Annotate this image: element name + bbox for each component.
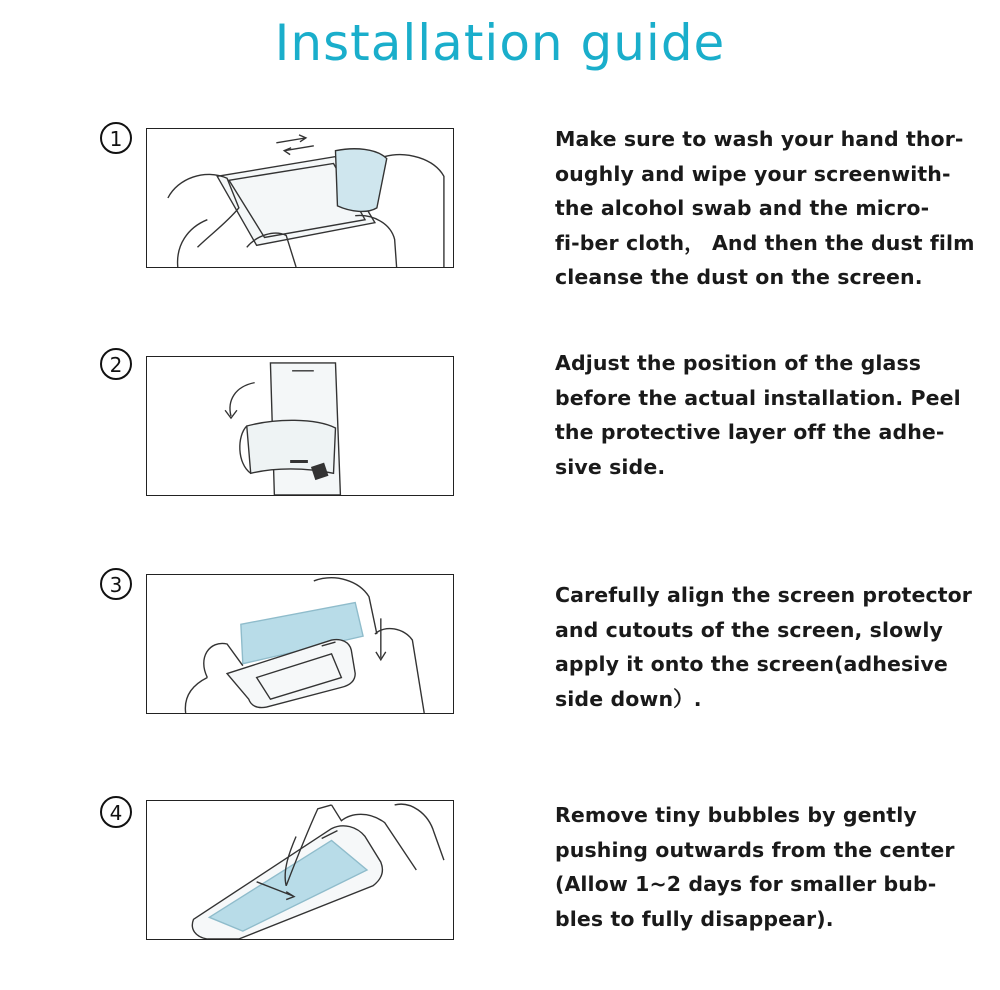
step-1-number: 1 — [100, 122, 132, 154]
step-2-illustration — [146, 356, 454, 496]
step-2-line: the protective layer off the adhe- — [555, 420, 945, 444]
step-1-line: oughly and wipe your screenwith- — [555, 161, 951, 186]
step-1-line: the alcohol swab and the micro- — [555, 196, 930, 220]
step-2-line: Adjust the position of the glass — [555, 351, 922, 375]
step-4-description — [555, 798, 975, 936]
step-1-line: fi-ber cloth， And then the dust film — [555, 230, 975, 255]
step-3-number: 3 — [100, 568, 132, 600]
step-1-illustration — [146, 128, 454, 268]
step-2-number: 2 — [100, 348, 132, 380]
step-3-line: side down）. — [555, 686, 702, 711]
step-3-line: apply it onto the screen(adhesive — [555, 652, 948, 676]
step-3-illustration — [146, 574, 454, 714]
step-2-description — [555, 346, 975, 484]
step-4-line: bles to fully disappear). — [555, 906, 834, 931]
step-1-line: cleanse the dust on the screen. — [555, 265, 923, 289]
step-4-line: pushing outwards from the center — [555, 837, 955, 862]
page-title: Installation guide — [274, 14, 726, 72]
step-4-line: (Allow 1~2 days for smaller bub- — [555, 872, 937, 896]
step-4-number: 4 — [100, 796, 132, 828]
step-4-illustration — [146, 800, 454, 940]
step-1-line: Make sure to wash your hand thor- — [555, 127, 964, 151]
step-1-description — [555, 122, 975, 295]
step-4-line: Remove tiny bubbles by gently — [555, 803, 917, 827]
step-3-description — [555, 578, 975, 716]
step-3-line: Carefully align the screen protector — [555, 583, 973, 607]
step-2-line: sive side. — [555, 454, 666, 479]
step-2-line: before the actual installation. Peel — [555, 385, 961, 410]
step-3-line: and cutouts of the screen, slowly — [555, 617, 943, 642]
